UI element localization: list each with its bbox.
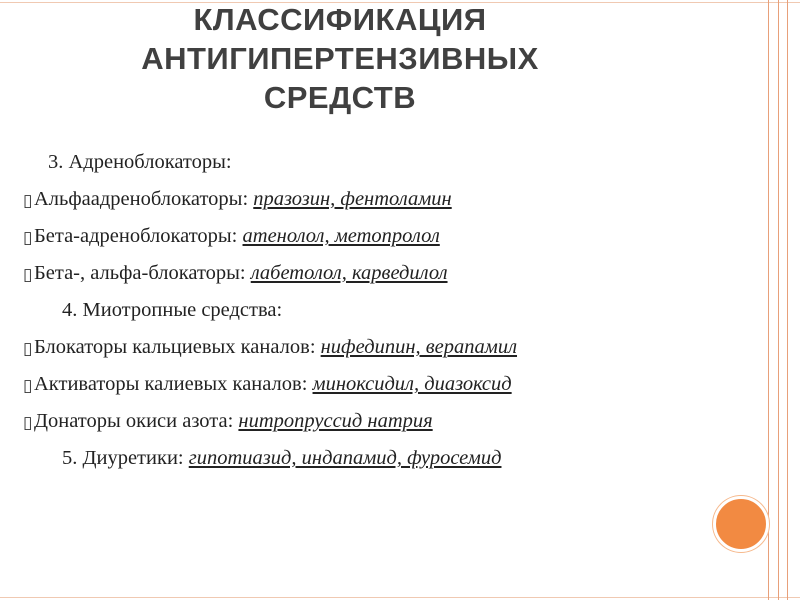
frame-line-right-3 [787,0,788,600]
frame-line-bottom [0,597,800,598]
frame-line-right-2 [778,0,779,600]
item-label: Бета-, альфа-блокаторы: [34,262,251,284]
frame-line-right-1 [768,0,769,600]
list-item-myotropic [0,296,760,333]
bullet-icon: ▯ [23,265,33,285]
item-drugs: атенолол, метопролол [242,225,440,247]
list-item-calcium-blockers [0,333,760,370]
item-label: Альфаадреноблокаторы: [34,188,254,210]
title-line-3: СРЕДСТВ [263,80,417,115]
title-line-2: АНТИГИПЕРТЕНЗИВНЫХ [141,41,539,76]
list-item-potassium-activators [0,370,760,407]
item-label: 3. Адреноблокаторы: [48,151,232,173]
title-line-1: КЛАССИФИКАЦИЯ [193,2,487,37]
bullet-icon: ▯ [23,191,33,211]
item-drugs: нитропруссид натрия [238,410,433,432]
item-drugs: гипотиазид, индапамид, фуросемид [188,447,502,469]
item-drugs: лабетолол, карведилол [250,262,448,284]
list-item-alpha-blockers [0,185,760,222]
item-drugs: нифедипин, верапамил [320,336,518,358]
list-item-nitric-oxide-donors [0,407,760,444]
item-label: Блокаторы кальциевых каналов: [34,336,321,358]
item-label: 4. Миотропные средства: [62,299,283,321]
item-drugs: празозин, фентоламин [253,188,452,210]
bullet-icon: ▯ [23,339,33,359]
list-item-beta-blockers [0,222,760,259]
item-label: Бета-адреноблокаторы: [34,225,243,247]
bullet-icon: ▯ [23,413,33,433]
item-label: 5. Диуретики: [62,447,189,469]
item-drugs: миноксидил, диазоксид [312,373,512,395]
decorative-circle [713,496,769,552]
item-label: Донаторы окиси азота: [34,410,239,432]
bullet-icon: ▯ [23,376,33,396]
slide-title [120,0,560,117]
list-item-adrenoblockers [0,148,760,185]
bullet-icon: ▯ [23,228,33,248]
list-item-beta-alpha-blockers [0,259,760,296]
item-label: Активаторы калиевых каналов: [34,373,313,395]
slide-content [0,148,760,481]
list-item-diuretics [0,444,760,481]
